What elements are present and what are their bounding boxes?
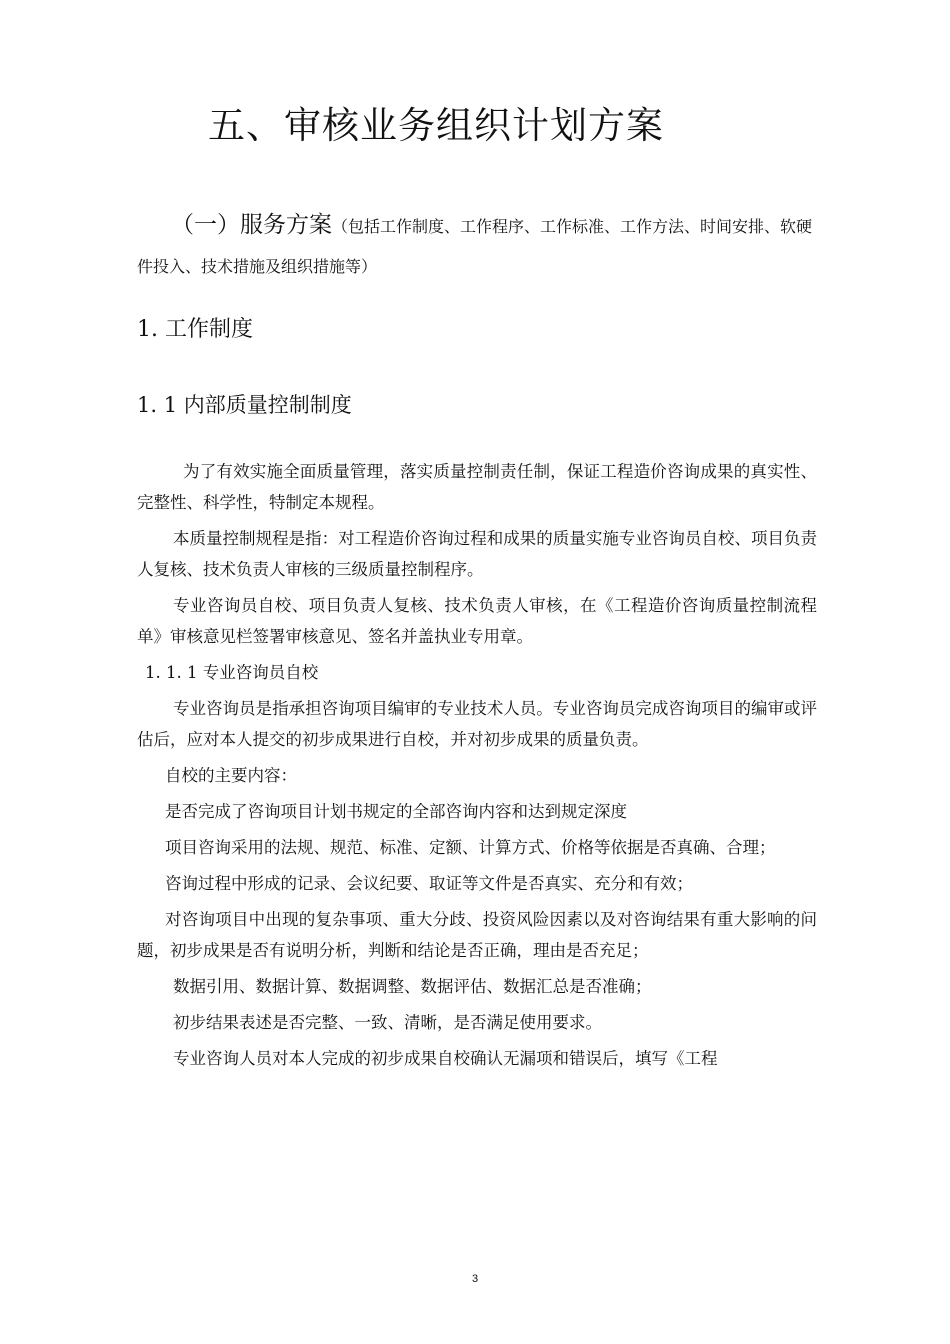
paragraph: 专业咨询员自校、项目负责人复核、技术负责人审核，在《工程造价咨询质量控制流程单》审核意见栏签署审核意见、签名并盖执业专用章。: [137, 596, 817, 646]
section-heading-main: （一）服务方案: [171, 212, 332, 238]
paragraph: 咨询过程中形成的记录、会议纪要、取证等文件是否真实、充分和有效；: [165, 874, 693, 893]
paragraph: 项目咨询采用的法规、规范、标准、定额、计算方式、价格等依据是否真确、合理；: [165, 838, 776, 857]
page-title: 五、审核业务组织计划方案: [208, 104, 664, 147]
paragraph: 自校的主要内容：: [165, 766, 297, 785]
paragraph: 数据引用、数据计算、数据调整、数据评估、数据汇总是否准确；: [173, 977, 652, 996]
heading-work-system: 1. 工作制度: [137, 317, 253, 342]
heading-internal-quality-control: 1. 1 内部质量控制制度: [137, 393, 352, 417]
paragraph: 为了有效实施全面质量管理，落实质量控制责任制，保证工程造价咨询成果的真实性、完整性、科学性，特制定本规程。: [137, 462, 817, 512]
document-body: [137, 456, 817, 1079]
paragraph: 专业咨询员是指承担咨询项目编审的专业技术人员。专业咨询员完成咨询项目的编审或评估后，应对本人提交的初步成果进行自校，并对初步成果的质量负责。: [137, 699, 817, 749]
paragraph: 专业咨询人员对本人完成的初步成果自校确认无漏项和错误后，填写《工程: [173, 1049, 718, 1068]
paragraph: 本质量控制规程是指：对工程造价咨询过程和成果的质量实施专业咨询员自校、项目负责人复核、技术负责人审核的三级质量控制程序。: [137, 529, 817, 579]
paragraph: 是否完成了咨询项目计划书规定的全部咨询内容和达到规定深度: [165, 802, 627, 821]
page-number: 3: [471, 1273, 479, 1285]
paragraph: 初步结果表述是否完整、一致、清晰，是否满足使用要求。: [173, 1013, 602, 1032]
paragraph: 对咨询项目中出现的复杂事项、重大分歧、投资风险因素以及对咨询结果有重大影响的问题，初步成果是否有说明分析，判断和结论是否正确，理由是否充足；: [137, 910, 817, 960]
section-heading: [137, 205, 817, 287]
section-heading-note: （包括工作制度、工作程序、工作标准、工作方法、时间安排、软硬件投入、技术措施及组织措施等）: [137, 217, 813, 276]
subheading-self-check: 1. 1. 1 专业咨询员自校: [145, 663, 319, 682]
